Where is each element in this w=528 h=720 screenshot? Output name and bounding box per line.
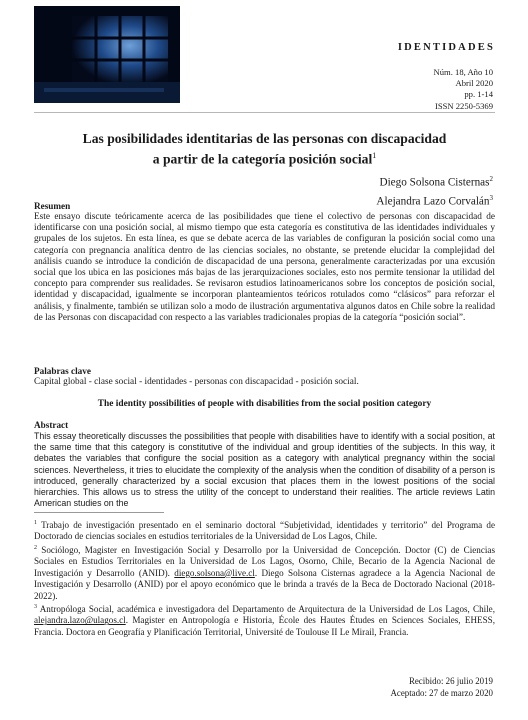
accepted-date: Aceptado: 27 de marzo 2020	[390, 687, 493, 698]
resumen-heading: Resumen	[34, 201, 71, 211]
abstract-heading: Abstract	[34, 420, 69, 430]
header-divider	[34, 112, 495, 113]
received-date: Recibido: 26 julio 2019	[408, 676, 493, 686]
author-list	[376, 172, 493, 209]
author-name: Alejandra Lazo Corvalán	[376, 195, 490, 208]
footnote-divider	[34, 512, 164, 513]
page-range: pp. 1-14	[464, 89, 493, 100]
abstract-text: This essay theoretically discusses the possibilities that people with disabilities have to identify with a social position, at the same time that this category is constitutive of the individual and group identities of the subjects. In this way, it debates the variables that configure the social position as a category with analytical pregnancy within the social sciences. Nevertheless, it tries to elucidate the complexity of the analysis when the condition of disability of a person is introduced, generally characterized by a social excusion that places them in the lowest positions of the social hierarchies. This allows us to stress the utility of the concept to understand their realities. The article reviews Latin American studies on the	[34, 431, 495, 509]
title-line-1: Las posibilidades identitarias de las personas con discapacidad	[82, 131, 447, 146]
keywords-text: Capital global - clase social - identidades - personas con discapacidad - posición social.	[34, 377, 359, 387]
resumen-text: Este ensayo discute teóricamente acerca de las posibilidades que tiene el colectivo de personas con discapacidad de identificarse con una posición social, al mismo tiempo que esta categoría es constitutiva de las identidades individuales y grupales de los sujetos. En esta línea, es que se debate acerca de las variables de configuran la posición social como una categoría con pregnancia analítica dentro de las ciencias sociales, no obstante, se pretende elucidar la complejidad del análisis cuando se introduce la condición de discapacidad de una persona, generalmente caracterizadas por una excusión social que los ubica en las posiciones más bajas de las jerarquizaciones sociales, esto nos permite tensionar la utilidad del concepto para comprender sus realidades. Se revisaron estudios latinoamericanos sobre los conceptos de posición social, identidad y discapacidad, igualmente se incorporan planteamientos teóricos rotulados como “clásicos” para reforzar el análisis, y finalmente, también se utilizan solo a modo de ilustración argumentativa algunos datos en Chile sobre la realidad de las Personas con discapacidad con respecto a las variables tradicionales propias de la categoría “posición social”.	[34, 212, 495, 323]
title-footnote-mark[interactable]: 1	[372, 151, 377, 160]
footnotes	[34, 518, 495, 638]
email-link[interactable]: alejandra.lazo@ulagos.cl	[34, 615, 126, 626]
journal-header-image	[34, 6, 180, 103]
journal-name: IDENTIDADES	[397, 42, 495, 53]
footnote-1: $^1$ Trabajo de investigación presentado en el seminario doctoral “Subjetividad, identidades y territorio” del Programa de Doctorado de ciencias sociales en estudios territoriales de la Universidad de Los Lagos, Chile.	[34, 520, 495, 542]
author-footnote-mark[interactable]: 3	[489, 193, 493, 202]
keywords-heading: Palabras clave	[34, 366, 91, 376]
author-name: Diego Solsona Cisternas	[379, 176, 490, 189]
email-link[interactable]: diego.solsona@live.cl	[174, 567, 255, 578]
author-footnote-mark[interactable]: 2	[489, 175, 493, 183]
english-title: The identity possibilities of people with disabilities from the social position category	[97, 399, 432, 409]
issue-date: Abril 2020	[455, 78, 493, 89]
journal-meta	[434, 67, 493, 112]
footnote-3: $^3$ Antropóloga Social, académica e investigadora del Departamento de Arquitectura de la Universidad de Los Lagos, Chile, alejandra.lazo@ulagos.cl. Magister en Antropología e Historia, École des Hautes Études en Sciences Sociales, EHESS, Francia. Doctora en Geografía y Planificación Territorial, Université de Toulouse II Le Mirail, Francia.	[34, 603, 495, 637]
footnote-2: $^2$ Sociólogo, Magister en Investigación Social y Desarrollo por la Universidad de Concepción. Doctor (C) de Ciencias Sociales en Estudios Territoriales en la Universidad de Los Lagos, Osorno, Chile, Becario de la Agencia Nacional de Investigación y Desarrollo (ANID). diego.solsona@live.cl. Diego Solsona Cisternas agradece a la Agencia Nacional de Investigación y Desarrollo (ANID) por el apoyo económico que le brinda a través de la Beca de Doctorado Nacional (2018-2022).	[34, 544, 495, 601]
submission-dates	[390, 676, 493, 699]
issn: ISSN 2250-5369	[434, 100, 493, 111]
window-photo	[34, 6, 180, 103]
issue-number: Núm. 18, Año 10	[433, 67, 493, 77]
article-title	[34, 130, 495, 168]
title-line-2: a partir de la categoría posición social	[152, 151, 373, 167]
